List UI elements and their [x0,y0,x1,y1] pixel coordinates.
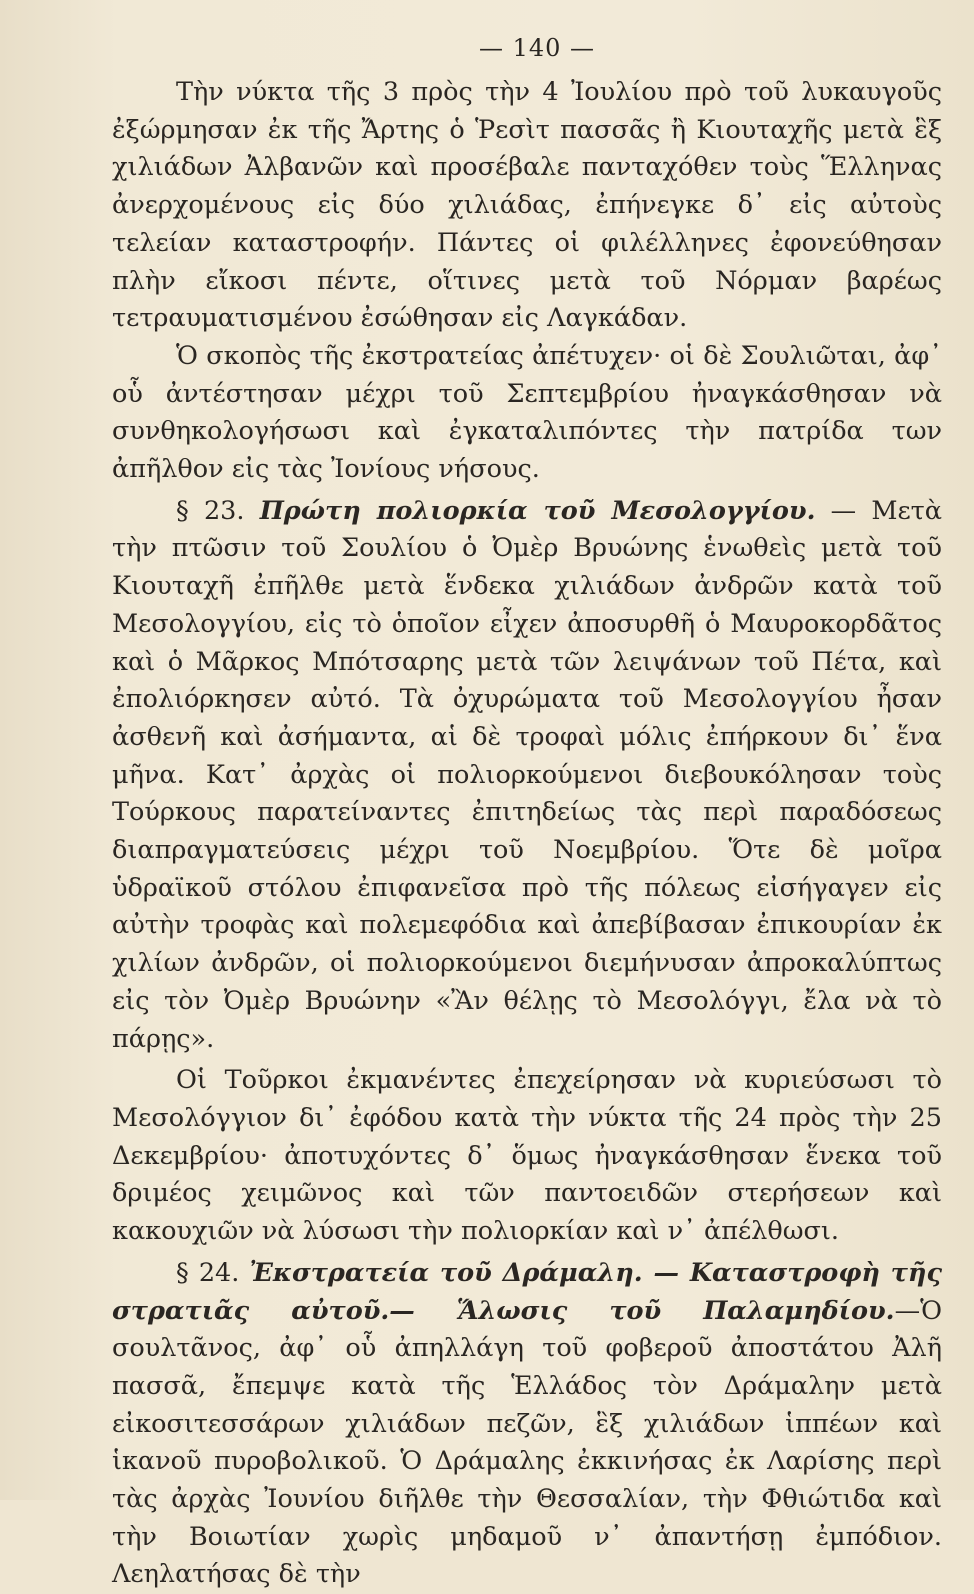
section-text-24: —Ὁ σουλτᾶνος, ἀφ᾽ οὗ ἀπηλλάγη τοῦ φοβεροῦ ἀποστάτου Ἀλῆ πασσᾶ, ἔπεμψε κατὰ τῆς Ἑλλάδος τὸν Δράμαλην μετὰ εἰκοσιτεσσάρων χιλιάδων πεζῶν, ἓξ χιλιάδων ἱππέων καὶ ἱκανοῦ πυροβολικοῦ. Ὁ Δράμαλης ἐκκινήσας ἐκ Λαρίσης περὶ τὰς ἀρχὰς Ἰουνίου διῆλθε τὴν Θεσσαλίαν, τὴν Φθιώτιδα καὶ τὴν Βοιωτίαν χωρὶς μηδαμοῦ ν᾽ ἀπαντήσῃ ἐμπόδιον. Λεηλατήσας δὲ τὴν [112,1295,942,1590]
section-title-23: Πρώτη πολιορκία τοῦ Μεσολογγίου. [259,495,816,526]
paragraph-1: Τὴν νύκτα τῆς 3 πρὸς τὴν 4 Ἰουλίου πρὸ τοῦ λυκαυγοῦς ἐξώρμησαν ἐκ τῆς Ἄρτης ὁ Ῥεσὶτ πασσᾶς ἢ Κιουταχῆς μετὰ ἓξ χιλιάδων Ἀλβανῶν καὶ προσέβαλε πανταχόθεν τοὺς Ἕλληνας ἀνερχομένους εἰς δύο χιλιάδας, ἐπήνεγκε δ᾽ εἰς αὐτοὺς τελείαν καταστροφήν. Πάντες οἱ φιλέλληνες ἐφονεύθησαν πλὴν εἴκοσι πέντε, οἵτινες μετὰ τοῦ Νόρμαν βαρέως τετραυματισμένου ἐσώθησαν εἰς Λαγκάδαν. [112,77,942,334]
section-number-23: § 23. [176,495,245,526]
paragraph-4: Οἱ Τοῦρκοι ἐκμανέντες ἐπεχείρησαν νὰ κυριεύσωσι τὸ Μεσολόγγιον δι᾽ ἐφόδου κατὰ τὴν νύκτα τῆς 24 πρὸς τὴν 25 Δεκεμβρίου· ἀποτυχόντες δ᾽ ὅμως ἠναγκάσθησαν ἕνεκα τοῦ δριμέος χειμῶνος καὶ τῶν παντοειδῶν στερήσεων καὶ κακουχιῶν νὰ λύσωσι τὴν πολιορκίαν καὶ ν᾽ ἀπέλθωσι. [112,1065,942,1247]
paragraph-5 [112,1255,942,1594]
section-text-23: — Μετὰ τὴν πτῶσιν τοῦ Σουλίου ὁ Ὀμὲρ Βρυώνης ἑνωθεὶς μετὰ τοῦ Κιουταχῆ ἐπῆλθε μετὰ ἕνδεκα χιλιάδων ἀνδρῶν κατὰ τοῦ Μεσολογγίου, εἰς τὸ ὁποῖον εἶχεν ἀποσυρθῆ ὁ Μαυροκορδᾶτος καὶ ὁ Μᾶρκος Μπότσαρης μετὰ τῶν λειψάνων τοῦ Πέτα, καὶ ἐπολιόρκησεν αὐτό. Τὰ ὀχυρώματα τοῦ Μεσολογγίου ἦσαν ἀσθενῆ καὶ ἀσήμαντα, αἱ δὲ τροφαὶ μόλις ἐπήρκουν δι᾽ ἕνα μῆνα. Κατ᾽ ἀρχὰς οἱ πολιορκούμενοι διεβουκόλησαν τοὺς Τούρκους παρατείναντες ἐπιτηδείως τὰς περὶ παραδόσεως διαπραγματεύσεις μέχρι τοῦ Νοεμβρίου. Ὅτε δὲ μοῖρα ὑδραϊκοῦ στόλου ἐπιφανεῖσα πρὸ τῆς πόλεως εἰσήγαγεν εἰς αὐτὴν τροφὰς καὶ πολεμεφόδια καὶ ἀπεβίβασαν ἐπικουρίαν ἐκ χιλίων ἀνδρῶν, οἱ πολιορκούμενοι διεμήνυσαν ἀπροκαλύπτως εἰς τὸν Ὀμὲρ Βρυώνην «Ἂν θέλῃς τὸ Μεσολόγγι, ἔλα νὰ τὸ πάρῃς». [112,495,943,1054]
section-title-24: Ἐκστρατεία τοῦ Δράμαλη. — Καταστροφὴ τῆς στρατιᾶς αὐτοῦ.— Ἅλωσις τοῦ Παλαμηδίου. [112,1257,942,1326]
paragraph-3 [112,493,942,1059]
body-text [112,74,942,1594]
page-number: — 140 — [478,34,596,62]
paragraph-2: Ὁ σκοπὸς τῆς ἐκστρατείας ἀπέτυχεν· οἱ δὲ Σουλιῶται, ἀφ᾽ οὗ ἀντέστησαν μέχρι τοῦ Σεπτεμβρίου ἠναγκάσθησαν νὰ συνθηκολογήσωσι καὶ ἐγκαταλιπόντες τὴν πατρίδα των ἀπῆλθον εἰς τὰς Ἰονίους νήσους. [112,340,942,485]
section-number-24: § 24. [176,1257,240,1288]
